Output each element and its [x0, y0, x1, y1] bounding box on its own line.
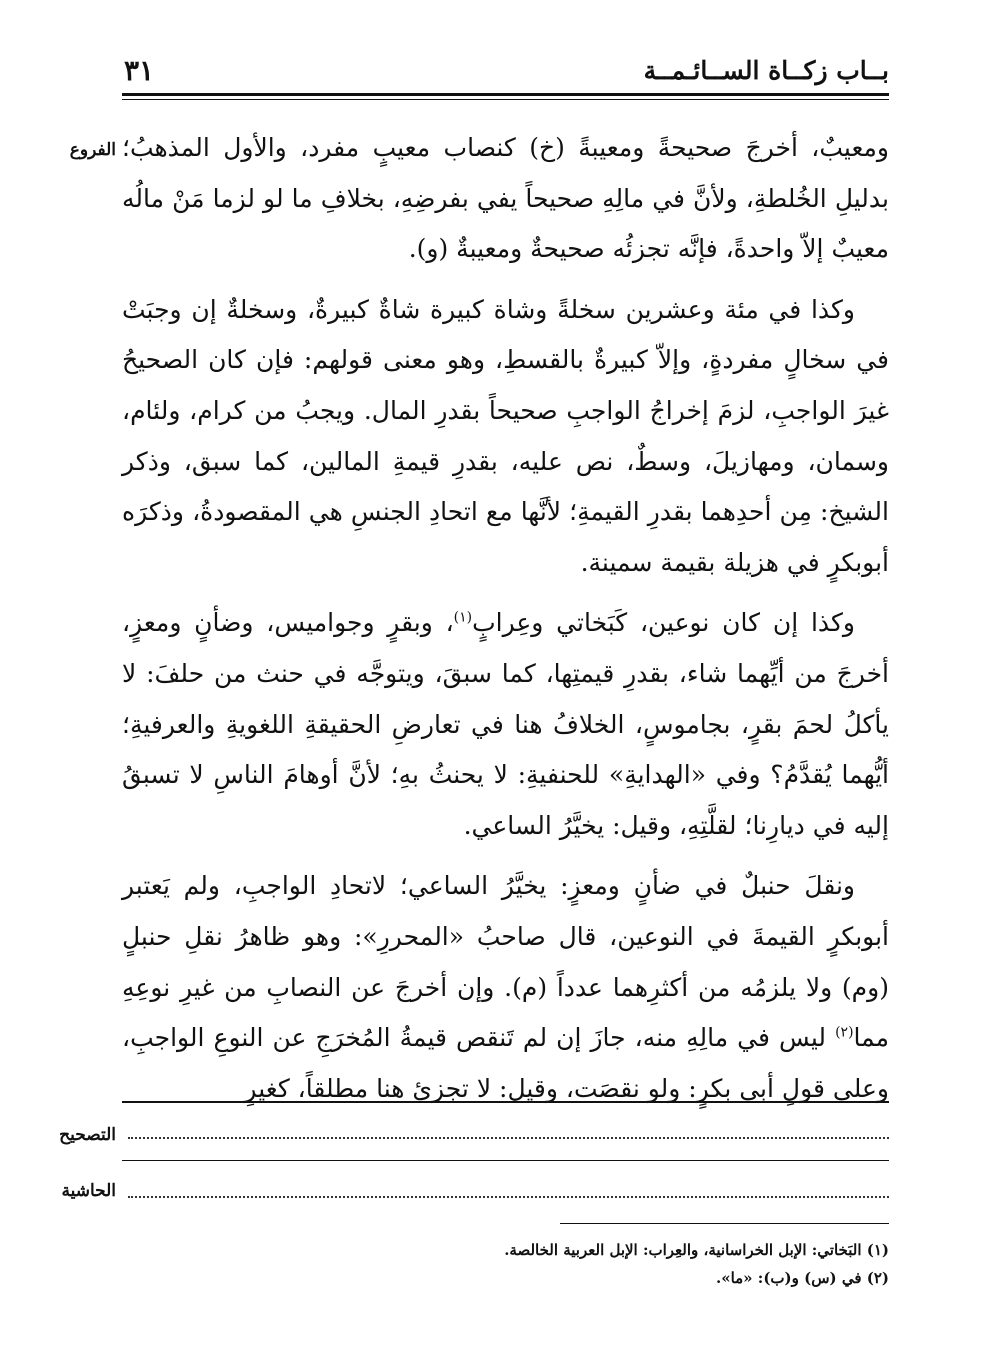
paragraph-3-part-1: وكذا إن كان نوعين، كَبَخاتي وعِرابٍ: [472, 608, 855, 638]
paragraph-3-part-2: ، وبقرٍ وجواميس، وضأنٍ ومعزٍ، أخرجَ من أيِّهما شاء، بقدرِ قيمتِها، كما سبقَ، ويتوجَّه في حنث من حلفَ: لا يأكلُ لحمَ بقرٍ، بجاموسٍ، الخلافُ هنا في تعارضِ الحقيقةِ اللغويةِ والعرفيةِ؛ أيُّهما يُقدَّمُ؟ وفي «الهدايةِ» للحنفيةِ: لا يحنثُ بهِ؛ لأنَّ أوهامَ الناسِ لا تسبقُ إليه في ديارِنا؛ لقلَّتِهِ، وقيل: يخيَّرُ الساعي.: [122, 608, 889, 840]
paragraph-2: وكذا في مئة وعشرين سخلةً وشاة كبيرة شاةٌ كبيرةٌ، وسخلةٌ إن وجبَتْ في سخالٍ مفردةٍ، وإلاّ كبيرةٌ بالقسطِ، وهو معنى قولهم: فإن كان الصحيحُ غيرَ الواجبِ، لزمَ إخراجُ الواجبِ صحيحاً بقدرِ المال. ويجبُ من كرام، ولئام، وسمان، ومهازيلَ، وسطٌ، نص عليه، بقدرِ قيمةِ المالين، كما سبق، وذكر الشيخ: مِن أحدِهما بقدرِ القيمةِ؛ لأنَّها مع اتحادِ الجنسِ هي المقصودةُ، وذكرَه أبوبكرٍ في هزيلة بقيمة سمينة.: [122, 294, 889, 577]
footnotes: [400, 1236, 889, 1292]
footnote-rule: [560, 1223, 889, 1224]
main-text: [122, 123, 889, 1114]
footnote-ref-2[interactable]: (٢): [835, 1024, 854, 1041]
page-number: ٣١: [124, 54, 155, 87]
middle-rule: [122, 1160, 889, 1161]
header-rule-thin: [122, 99, 889, 100]
footnote-ref-1[interactable]: (١): [453, 610, 473, 627]
footnote-1: (١) البَخاتي: الإبل الخراسانية، والعِراب: الإبل العربية الخالصة.: [504, 1241, 889, 1259]
paragraph-1: ومعيبٌ، أخرجَ صحيحةً ومعيبةً (خ) كنصاب معيبٍ مفرد، والأول المذهبُ؛ بدليلِ الخُلطةِ، ولأنَّ في مالِهِ صحيحاً يفي بفرضِهِ، بخلافِ ما لو لزما مَنْ مالُه معيبٌ إلاّ واحدةً، فإنَّه تجزئُه صحيحةٌ ومعيبةٌ (و).: [122, 133, 889, 264]
tashih-dotted-line: [128, 1137, 889, 1139]
page-header: [122, 52, 889, 92]
paragraph-4-part-2: ليس في مالِهِ منه، جازَ إن لم تَنقص قيمةُ المُخرَجِ عن النوعِ الواجبِ، وعلى قولِ أبي بكرٍ: ولو نقصَت، وقيل: لا تجزئ هنا مطلقاً، كغيرِ: [122, 1023, 889, 1103]
margin-label-hashiya: الحاشية: [61, 1181, 116, 1201]
header-rule-thick: [122, 93, 889, 96]
chapter-title: بــاب زكــاة الســائـمــة: [643, 56, 889, 85]
paragraph-3: [122, 598, 889, 851]
margin-label-furuq: الفروع: [69, 140, 116, 160]
paragraph-4: [122, 861, 889, 1114]
margin-label-tashih: التصحيح: [59, 1125, 116, 1145]
hashiya-dotted-line: [128, 1196, 889, 1198]
footnote-2: (٢) في (س) و(ب): «ما».: [715, 1269, 889, 1287]
paragraph-4-part-1: ونقلَ حنبلٌ في ضأنٍ ومعزٍ: يخيَّرُ الساعي؛ لاتحادِ الواجبِ، ولم يَعتبر أبوبكرٍ القيمةَ في النوعين، قال صاحبُ «المحررِ»: وهو ظاهرُ نقلِ حنبلٍ (وم) ولا يلزمُه من أكثرِهما عدداً (م). وإن أخرجَ عن النصابِ من غيرِ نوعِهِ مما: [122, 871, 889, 1053]
body-end-rule: [122, 1101, 889, 1103]
